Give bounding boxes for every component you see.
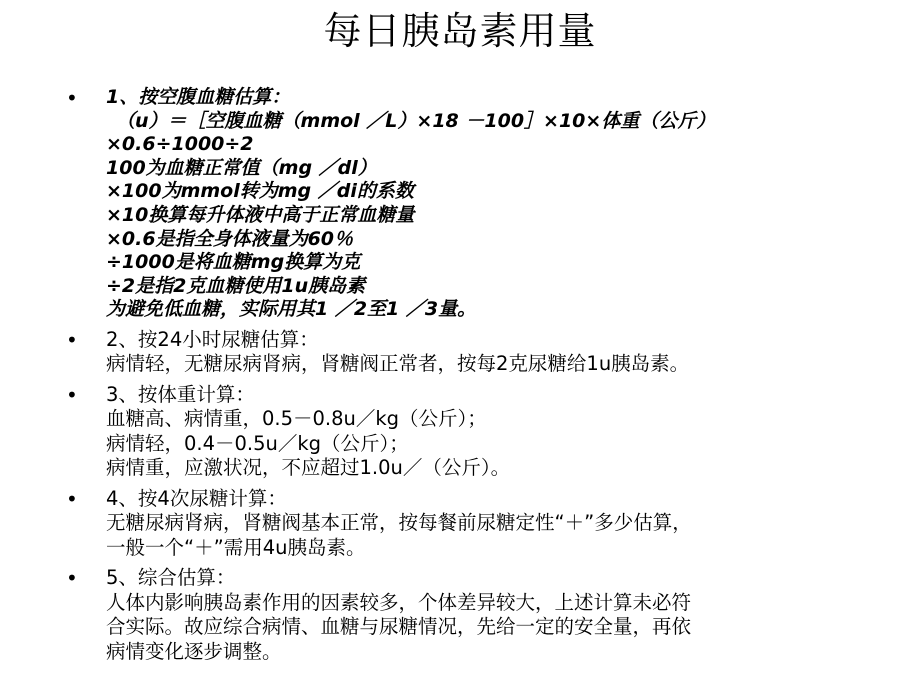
bullet-text: 病情变化逐步调整。 (106, 639, 282, 663)
slide-title: 每日胰岛素用量 (323, 9, 597, 53)
bullet-dot: • (66, 566, 78, 591)
bullet-text: 病情轻，无糖尿病肾病，肾糖阀正常者，按每2克尿糖给1u胰岛素。 (106, 352, 690, 376)
formula-note: ×10换算每升体液中高于正常血糖量 (106, 203, 415, 226)
bullet-four-urine-tests-calc (64, 487, 904, 561)
formula-note: ÷2是指2克血糖使用1u胰岛素 (106, 274, 366, 297)
bullet-dot: • (66, 486, 78, 511)
bullet-text: 病情轻，0.4－0.5u／kg（公斤）； (106, 431, 409, 455)
bullet-heading: 2、按24小时尿糖估算： (106, 327, 319, 351)
bullet-comprehensive-estimate (64, 566, 904, 664)
bullet-dot: • (66, 382, 78, 407)
bullet-text: 人体内影响胰岛素作用的因素较多，个体差异较大，上述计算未必符 (106, 590, 692, 614)
formula-note: ÷1000是将血糖mg换算为克 (106, 251, 361, 274)
bullet-fasting-glucose-estimate (64, 86, 904, 322)
bullet-text: 一般一个“＋”需用4u胰岛素。 (106, 535, 366, 559)
formula-note: ×100为mmol转为mg ／di的系数 (106, 180, 414, 203)
bullet-urine-24h-estimate (64, 328, 904, 377)
bullet-heading: 4、按4次尿糖计算： (106, 486, 287, 510)
bullet-dot: • (66, 327, 78, 352)
formula-note: 为避免低血糖，实际用其1 ／2至1 ／3量。 (106, 298, 477, 321)
formula-line: ×0.6÷1000÷2 (106, 133, 254, 156)
bullet-text: 血糖高、病情重，0.5－0.8u／kg（公斤）； (106, 407, 487, 431)
bullet-heading: 3、按体重计算： (106, 382, 255, 406)
bullet-body-weight-calc (64, 383, 904, 481)
formula-note: ×0.6是指全身体液量为60％ (106, 227, 354, 250)
bullet-text: 合实际。故应综合病情、血糖与尿糖情况，先给一定的安全量，再依 (106, 615, 692, 639)
bullet-heading: 1、按空腹血糖估算： (106, 86, 291, 108)
bullet-dot: • (66, 86, 78, 110)
formula-note: 100为血糖正常值（mg ／dl） (106, 156, 377, 179)
bullet-text: 无糖尿病肾病，肾糖阀基本正常，按每餐前尿糖定性“＋”多少估算， (106, 511, 692, 535)
bullet-heading: 5、综合估算： (106, 566, 236, 590)
bullet-text: 病情重，应激状况，不应超过1.0u／（公斤）。 (106, 456, 511, 480)
bullet-list (64, 86, 904, 670)
formula-line: （u）＝［空腹血糖（mmol ／L）×18 －100］×10×体重（公斤） (116, 109, 716, 132)
